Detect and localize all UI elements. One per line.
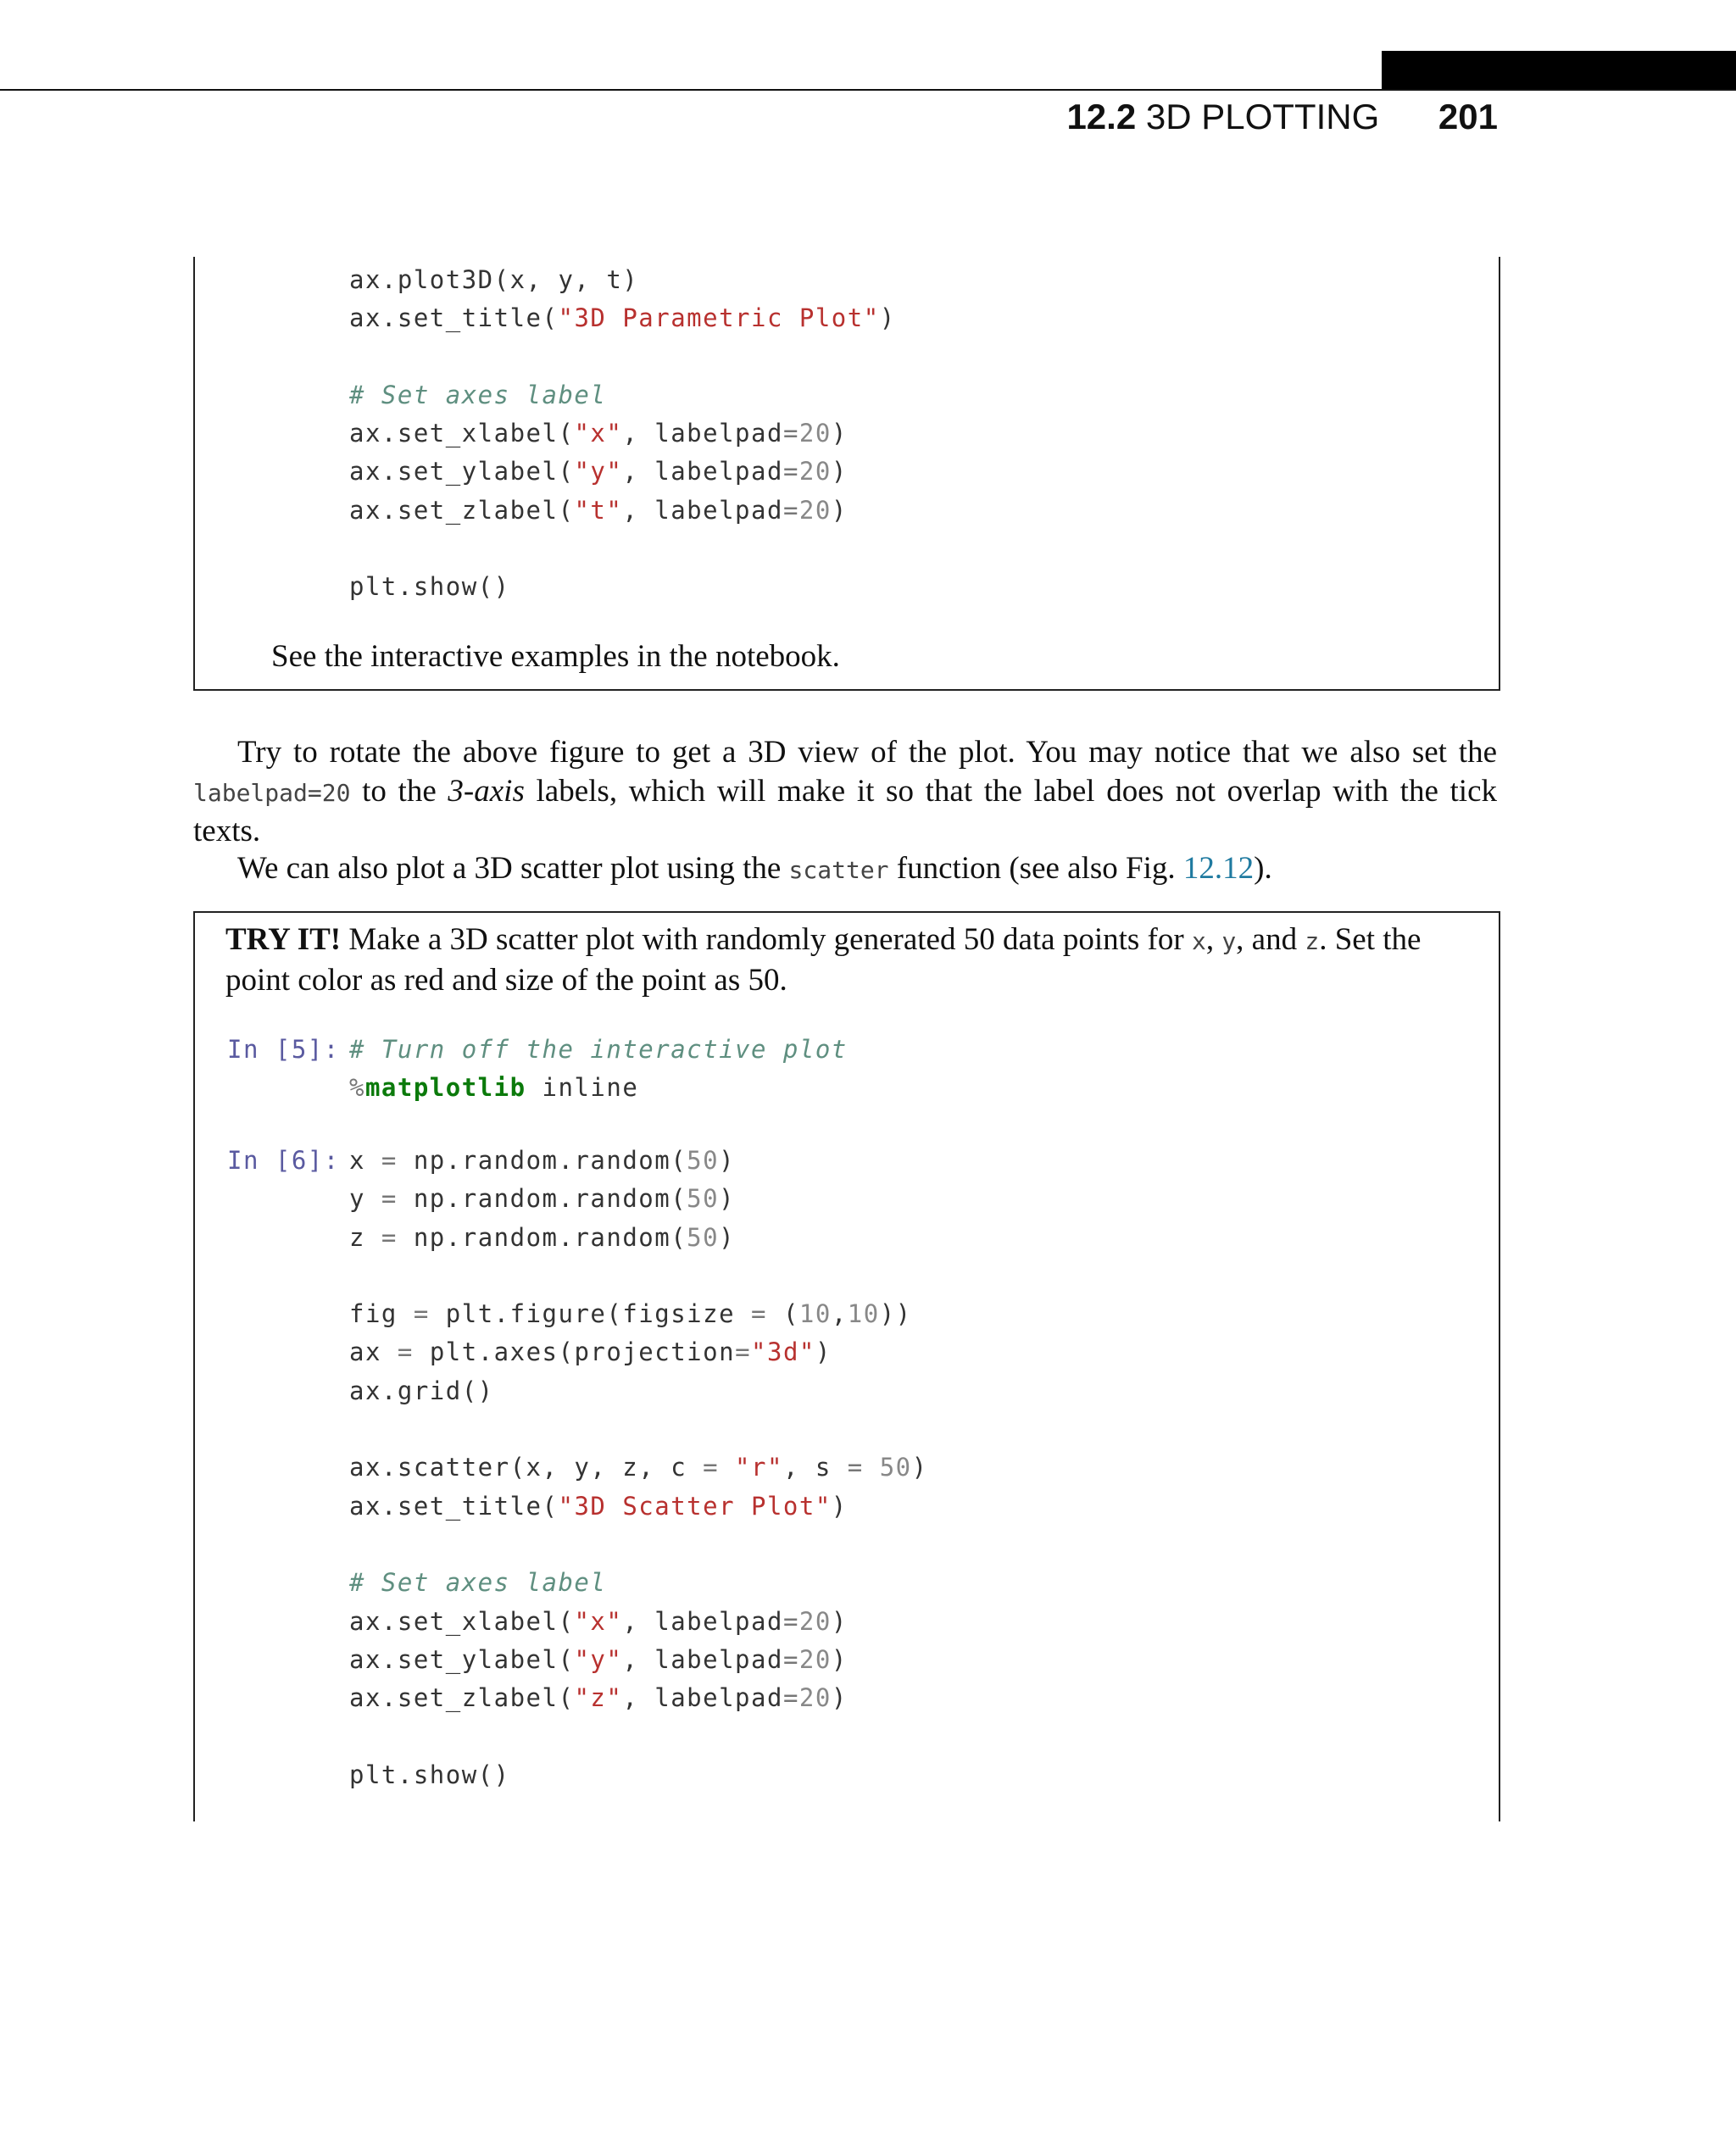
inline-code-z: z [1305,927,1320,955]
paragraph-rotate [193,733,1497,851]
inline-code-y: y [1221,927,1237,955]
page-number: 201 [1438,97,1498,136]
inline-code-scatter: scatter [788,856,889,884]
code-comment: # Set axes label [349,380,607,409]
code-cell-5 [349,1031,848,1108]
para1-text-1: Try to rotate the above figure to get a 3D view of the plot. You may notice that we also set the [237,735,1497,770]
code-cell-6 [349,1142,928,1794]
code-line: plt.show() [349,1760,510,1789]
code-line: ax.set_xlabel("x", labelpad=20) [349,1606,848,1636]
try-it-label: TRY IT! [225,922,342,957]
code-line: z = np.random.random(50) [349,1222,736,1252]
code-comment: # Turn off the interactive plot [349,1035,848,1064]
code-line: x = np.random.random(50) [349,1146,736,1175]
code-line: ax.set_ylabel("y", labelpad=20) [349,1644,848,1674]
code-line: ax.set_zlabel("z", labelpad=20) [349,1683,848,1713]
code-line: ax.set_title("3D Parametric Plot") [349,303,896,333]
header-black-tab [1382,51,1736,90]
header-rule [0,89,1736,91]
section-title: 3D PLOTTING [1145,97,1380,136]
code-line: %matplotlib inline [349,1073,639,1103]
code-line: ax = plt.axes(projection="3d") [349,1337,832,1367]
code-line: ax.grid() [349,1376,494,1405]
figure-link[interactable]: 12.12 [1182,851,1255,886]
para1-emphasis: 3-axis [448,773,525,809]
para1-text-2: to the [350,773,448,809]
notebook-note: See the interactive examples in the notebook. [271,639,840,674]
paragraph-scatter [193,849,1497,890]
para2-text-2: function (see also Fig. [888,851,1183,886]
code-line: plt.show() [349,572,510,602]
cell-prompt-6: In [6]: [227,1146,340,1175]
try-it-text-2: . Set the point color as red and size of the point as 50. [225,922,1422,998]
code-line: y = np.random.random(50) [349,1184,736,1214]
try-it-sep-1: , [1205,922,1222,957]
code-block-continued [349,261,896,607]
code-line: ax.set_title("3D Scatter Plot") [349,1491,848,1521]
inline-code-x: x [1191,927,1206,955]
para1-text-3: labels, which will make it so that the label does not overlap with the tick texts. [193,773,1498,848]
code-line: ax.set_zlabel("t", labelpad=20) [349,495,848,525]
code-line: ax.set_xlabel("x", labelpad=20) [349,419,848,448]
code-line: ax.set_ylabel("y", labelpad=20) [349,457,848,487]
code-line: ax.plot3D(x, y, t) [349,265,639,294]
code-line: fig = plt.figure(figsize = (10,10)) [349,1299,912,1329]
running-header [1066,93,1498,141]
try-it-sep-2: , and [1236,922,1305,957]
cell-prompt-5: In [5]: [227,1035,340,1064]
inline-code-labelpad: labelpad=20 [193,778,351,807]
try-it-statement [225,920,1472,999]
code-comment: # Set axes label [349,1568,607,1598]
try-it-text-1: Make a 3D scatter plot with randomly generated 50 data points for [341,922,1192,957]
para2-text-1: We can also plot a 3D scatter plot using the [237,851,789,886]
code-line: ax.scatter(x, y, z, c = "r", s = 50) [349,1453,928,1482]
para2-text-3: ). [1254,851,1272,886]
section-number: 12.2 [1066,97,1137,136]
